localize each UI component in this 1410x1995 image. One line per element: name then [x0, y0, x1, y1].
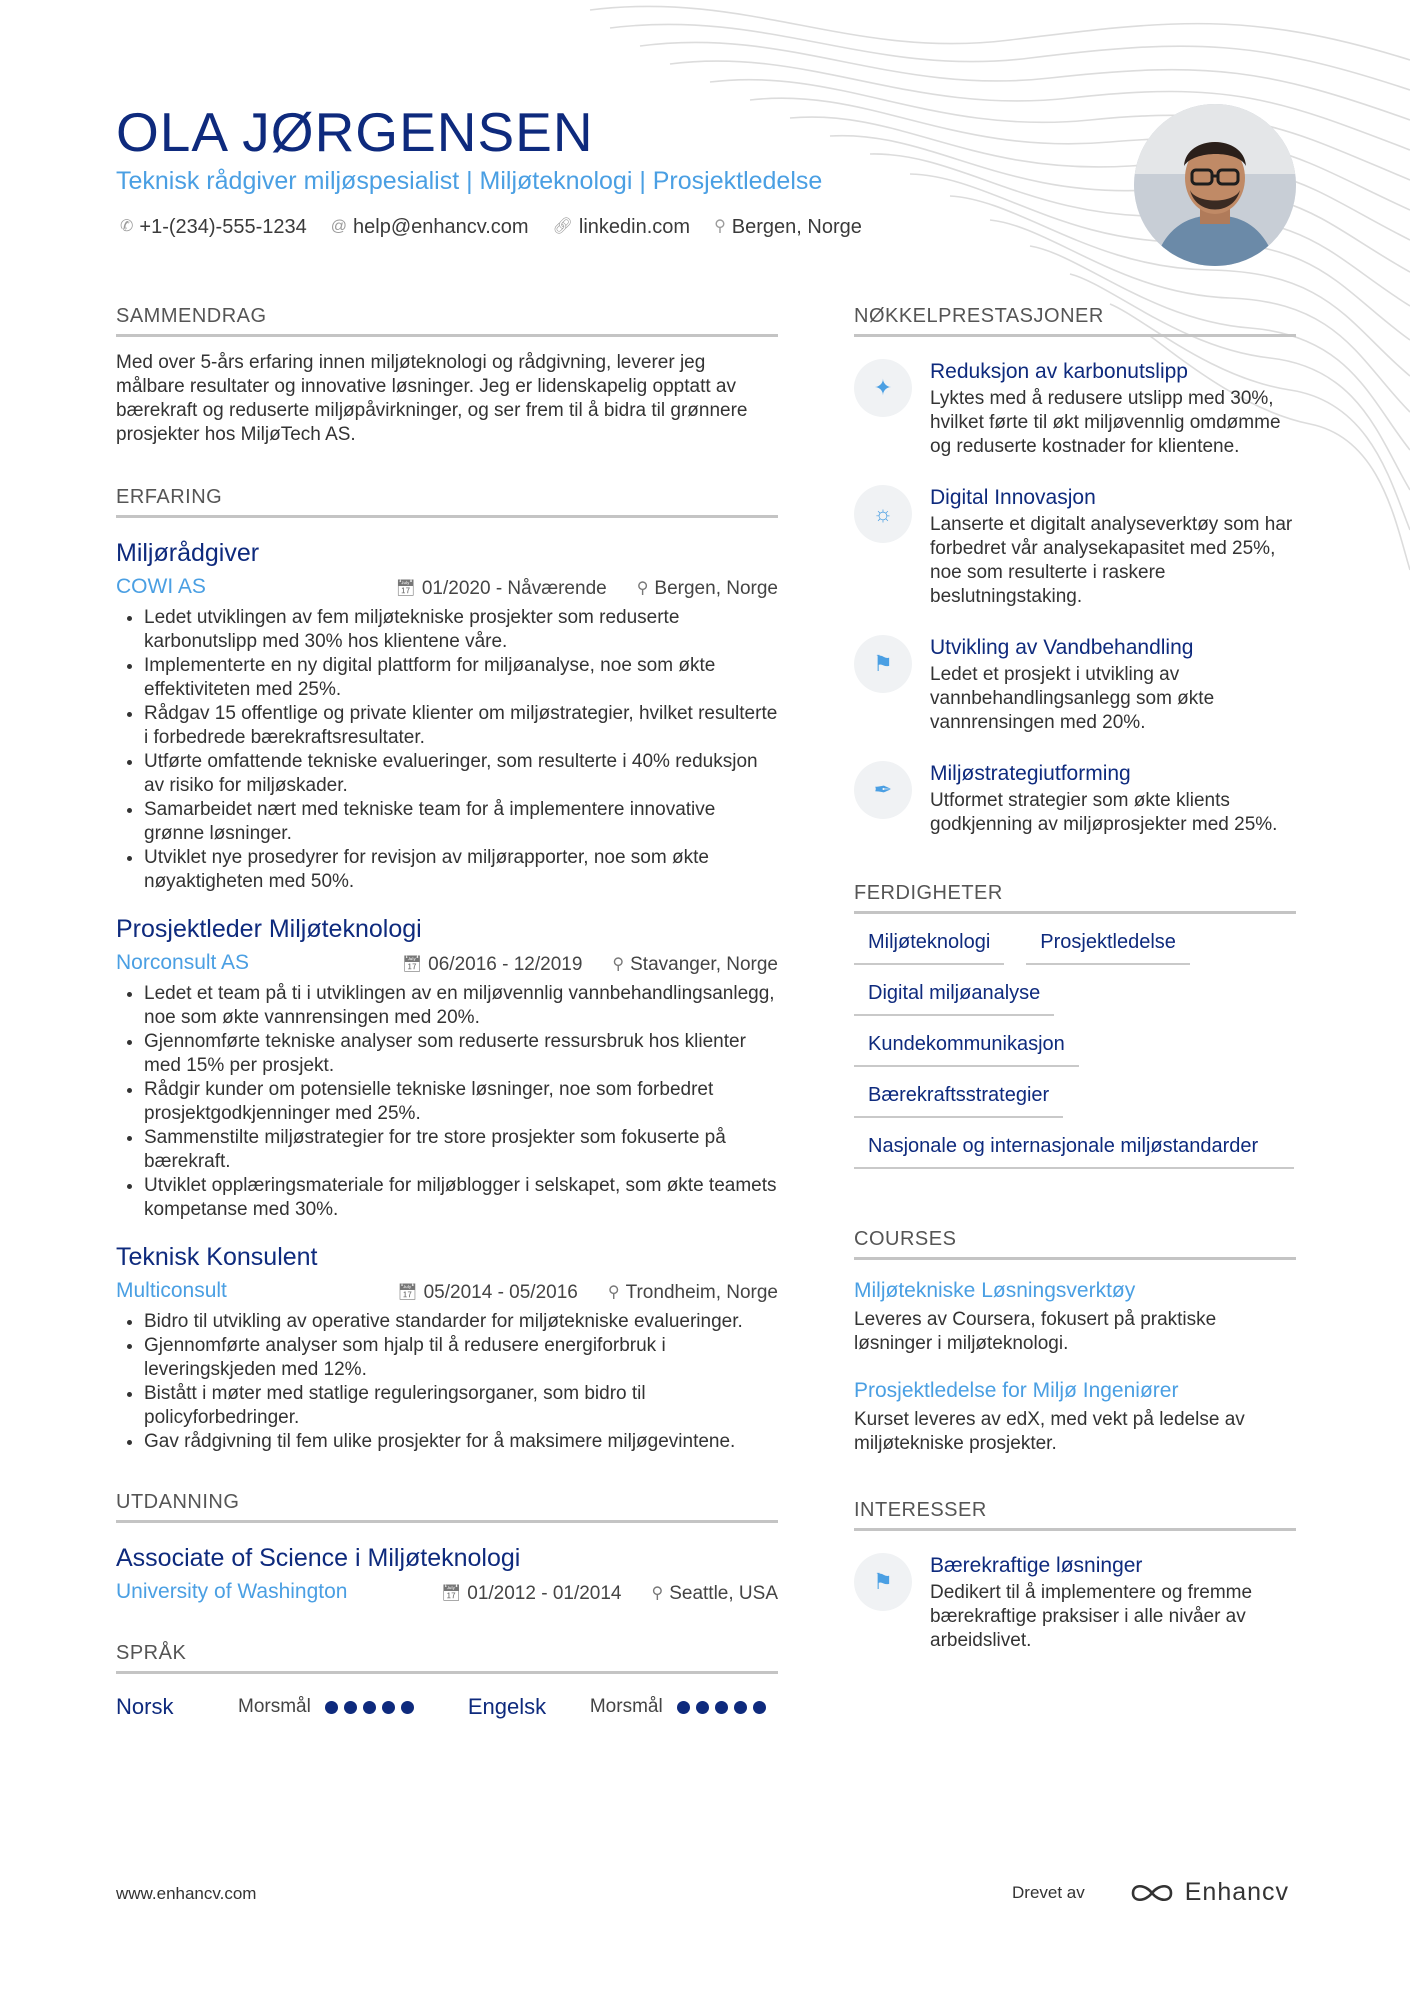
avatar — [1134, 104, 1296, 266]
footer-branding — [1012, 1878, 1289, 1907]
job-location: ⚲ Trondheim, Norge — [608, 1280, 778, 1306]
achievement-title: Miljøstrategiutforming — [930, 762, 1131, 785]
company-name: Multiconsult — [116, 1279, 227, 1302]
summary-section — [116, 304, 778, 447]
bullet-item: • Bistått i møter med statlige reguleringsorganer, som bidro til policyforbedringer. — [144, 1382, 778, 1430]
language-rating — [677, 1701, 766, 1714]
section-title: INTERESSER — [854, 1498, 1296, 1531]
location-pin-icon: ⚲ — [714, 218, 726, 235]
linkedin-text[interactable]: linkedin.com — [578, 216, 691, 238]
brand-logo[interactable] — [1129, 1878, 1289, 1907]
interest-item — [854, 1553, 1296, 1653]
phone-text: +1-(234)-555-1234 — [139, 216, 307, 238]
link-icon: 🔗︎ — [552, 218, 573, 235]
skill-tag: Miljøteknologi — [854, 914, 1004, 965]
flag-icon: ⚑ — [854, 1553, 912, 1611]
contact-bar — [120, 214, 862, 240]
achievement-item — [854, 635, 1296, 735]
skills-section — [854, 881, 1296, 1169]
calendar-icon: 📅︎ — [395, 580, 416, 597]
job-bullets — [116, 606, 778, 894]
location-text: Bergen, Norge — [731, 216, 862, 238]
languages-section — [116, 1641, 778, 1720]
interest-desc: Dedikert til å implementere og fremme bærekraftige praksiser i alle nivåer av arbeidslivet. — [930, 1582, 1253, 1651]
skill-tag: Kundekommunikasjon — [854, 1016, 1079, 1067]
section-title: FERDIGHETER — [854, 881, 1296, 914]
job-title: Prosjektleder Miljøteknologi — [116, 915, 422, 943]
courses-section — [854, 1227, 1296, 1456]
bullet-item: • Sammenstilte miljøstrategier for tre store prosjekter som fokuserte på bærekraft. — [144, 1126, 778, 1174]
school-name: University of Washington — [116, 1580, 348, 1603]
skill-tag: Bærekraftsstrategier — [854, 1067, 1063, 1118]
footer-website[interactable]: www.enhancv.com — [116, 1884, 257, 1903]
location-pin-icon: ⚲ — [612, 956, 625, 973]
rating-dot — [734, 1701, 747, 1714]
contact-email[interactable] — [331, 214, 529, 240]
job-dates: 📅︎ 06/2016 - 12/2019 — [402, 952, 583, 978]
location-pin-icon: ⚲ — [651, 1585, 664, 1602]
job-entry — [116, 914, 778, 1222]
bullet-item: • Bidro til utvikling av operative standarder for miljøtekniske evalueringer. — [144, 1310, 778, 1334]
job-title: Teknisk Konsulent — [116, 1243, 318, 1271]
section-title: SAMMENDRAG — [116, 304, 778, 337]
achievement-item — [854, 761, 1296, 837]
phone-icon: ✆ — [120, 218, 134, 235]
language-name: Engelsk — [467, 1694, 547, 1719]
bullet-item: • Samarbeidet nært med tekniske team for å implementere innovative grønne løsninger. — [144, 798, 778, 846]
right-column — [854, 304, 1296, 1653]
course-desc: Leveres av Coursera, fokusert på praktiske løsninger i miljøteknologi. — [854, 1309, 1217, 1354]
language-level: Morsmål — [238, 1696, 311, 1717]
email-text[interactable]: help@enhancv.com — [353, 216, 529, 238]
candidate-name: OLA JØRGENSEN — [116, 101, 594, 163]
experience-section — [116, 485, 778, 1454]
skill-tag: Prosjektledelse — [1026, 914, 1190, 965]
at-icon: @ — [330, 218, 347, 235]
rating-dot — [363, 1701, 376, 1714]
contact-phone — [120, 214, 307, 240]
interest-title: Bærekraftige løsninger — [930, 1554, 1143, 1577]
interests-section — [854, 1498, 1296, 1653]
left-column — [116, 304, 778, 1720]
achievement-item — [854, 359, 1296, 459]
section-title: NØKKELPRESTASJONER — [854, 304, 1296, 337]
job-entry — [116, 538, 778, 894]
course-desc: Kurset leveres av edX, med vekt på ledelse av miljøtekniske prosjekter. — [854, 1409, 1245, 1454]
achievement-desc: Lyktes med å redusere utslipp med 30%, hvilket førte til økt miljøvennlig omdømme og reduserte kostnader for klientene. — [930, 388, 1281, 457]
bullet-item: • Gjennomførte tekniske analyser som reduserte ressursbruk hos klienter med 15% per prosjekt. — [144, 1030, 778, 1078]
job-location: ⚲ Stavanger, Norge — [612, 952, 778, 978]
languages-row — [116, 1694, 778, 1720]
magic-wand-icon: ✦ — [854, 359, 912, 417]
bullet-item: • Utviklet nye prosedyrer for revisjon av miljørapporter, noe som økte nøyaktigheten med 50%. — [144, 846, 778, 894]
section-title: ERFARING — [116, 485, 778, 518]
location-pin-icon: ⚲ — [636, 580, 649, 597]
skill-tag: Nasjonale og internasjonale miljøstandarder — [854, 1118, 1294, 1169]
degree-title: Associate of Science i Miljøteknologi — [116, 1544, 521, 1572]
education-section — [116, 1490, 778, 1607]
job-dates: 📅︎ 05/2014 - 05/2016 — [397, 1280, 578, 1306]
achievement-title: Digital Innovasjon — [930, 486, 1096, 509]
pen-icon: ✒ — [854, 761, 912, 819]
rating-dot — [382, 1701, 395, 1714]
bullet-item: • Gjennomførte analyser som hjalp til å redusere energiforbruk i leveringskjeden med 12%. — [144, 1334, 778, 1382]
candidate-title: Teknisk rådgiver miljøspesialist | Miljøteknologi | Prosjektledelse — [116, 167, 823, 195]
rating-dot — [677, 1701, 690, 1714]
education-location: ⚲ Seattle, USA — [652, 1581, 779, 1607]
contact-linkedin[interactable] — [553, 214, 690, 240]
company-name: Norconsult AS — [116, 951, 250, 974]
rating-dot — [696, 1701, 709, 1714]
bullet-item: • Ledet utviklingen av fem miljøtekniske prosjekter som reduserte karbonutslipp med 30% hos klientene våre. — [144, 606, 778, 654]
section-title: SPRÅK — [116, 1641, 778, 1674]
achievements-section — [854, 304, 1296, 837]
job-bullets — [116, 1310, 778, 1454]
rating-dot — [715, 1701, 728, 1714]
section-title: COURSES — [854, 1227, 1296, 1260]
bullet-item: • Implementerte en ny digital plattform for miljøanalyse, noe som økte effektiviteten med 25%. — [144, 654, 778, 702]
brand-name: Enhancv — [1184, 1878, 1290, 1906]
course-title: Miljøtekniske Løsningsverktøy — [854, 1279, 1136, 1302]
bullet-item: • Gav rådgivning til fem ulike prosjekter for å maksimere miljøgevintene. — [144, 1430, 778, 1454]
location-pin-icon: ⚲ — [607, 1284, 620, 1301]
job-location: ⚲ Bergen, Norge — [637, 576, 778, 602]
achievement-desc: Lanserte et digitalt analyseverktøy som har forbedret vår analysekapasitet med 25%, noe som resulterte i raskere beslutningstaking. — [930, 514, 1293, 607]
lightbulb-icon: ☼ — [854, 485, 912, 543]
company-name: COWI AS — [116, 575, 206, 598]
language-level: Morsmål — [589, 1696, 663, 1717]
achievement-desc: Ledet et prosjekt i utvikling av vannbehandlingsanlegg som økte vannrensingen med 20%. — [930, 664, 1215, 733]
achievement-desc: Utformet strategier som økte klients godkjenning av miljøprosjekter med 25%. — [930, 790, 1278, 835]
achievement-title: Utvikling av Vandbehandling — [930, 636, 1194, 659]
bullet-item: • Rådgir kunder om potensielle tekniske løsninger, noe som forbedret prosjektgodkjenninger med 25%. — [144, 1078, 778, 1126]
bullet-item: • Rådgav 15 offentlige og private klienter om miljøstrategier, hvilket resulterte i forbedrede bærekraftsresultater. — [144, 702, 778, 750]
flag-icon: ⚑ — [854, 635, 912, 693]
bullet-item: • Utviklet opplæringsmateriale for miljøblogger i selskapet, som økte teamets kompetanse med 30%. — [144, 1174, 778, 1222]
section-title: UTDANNING — [116, 1490, 778, 1523]
job-title: Miljørådgiver — [116, 539, 260, 567]
bullet-item: • Ledet et team på ti i utviklingen av en miljøvennlig vannbehandlingsanlegg, noe som økte vannrensingen med 20%. — [144, 982, 778, 1030]
skills-list — [854, 914, 1296, 1169]
job-bullets — [116, 982, 778, 1222]
achievement-item — [854, 485, 1296, 609]
job-entry — [116, 1242, 778, 1454]
rating-dot — [344, 1701, 357, 1714]
skill-tag: Digital miljøanalyse — [854, 965, 1054, 1016]
rating-dot — [753, 1701, 766, 1714]
rating-dot — [401, 1701, 414, 1714]
summary-text: Med over 5-års erfaring innen miljøteknologi og rådgivning, leverer jeg målbare resultater og innovative løsninger. Jeg er lidenskapelig opptatt av bærekraft og reduserte miljøpåvirkninger, og ser frem til å bidra til grønnere prosjekter hos MiljøTech AS. — [116, 352, 748, 445]
rating-dot — [325, 1701, 338, 1714]
calendar-icon: 📅︎ — [397, 1284, 418, 1301]
education-entry — [116, 1543, 778, 1607]
language-name: Norsk — [116, 1694, 174, 1719]
education-dates: 📅︎ 01/2012 - 01/2014 — [441, 1581, 622, 1607]
powered-by-text: Drevet av — [1012, 1882, 1085, 1902]
bullet-item: • Utførte omfattende tekniske evalueringer, som resulterte i 40% reduksjon av risiko for miljøskader. — [144, 750, 778, 798]
achievement-title: Reduksjon av karbonutslipp — [930, 360, 1188, 383]
course-item — [854, 1278, 1296, 1356]
enhancv-logo-icon — [1129, 1880, 1175, 1906]
course-item — [854, 1378, 1296, 1456]
language-rating — [325, 1701, 414, 1714]
course-title: Prosjektledelse for Miljø Ingeniører — [854, 1379, 1179, 1402]
calendar-icon: 📅︎ — [401, 956, 423, 973]
job-dates: 📅︎ 01/2020 - Nåværende — [396, 576, 607, 602]
calendar-icon: 📅︎ — [440, 1585, 462, 1602]
contact-location — [714, 214, 862, 240]
profile-photo — [1134, 104, 1296, 266]
